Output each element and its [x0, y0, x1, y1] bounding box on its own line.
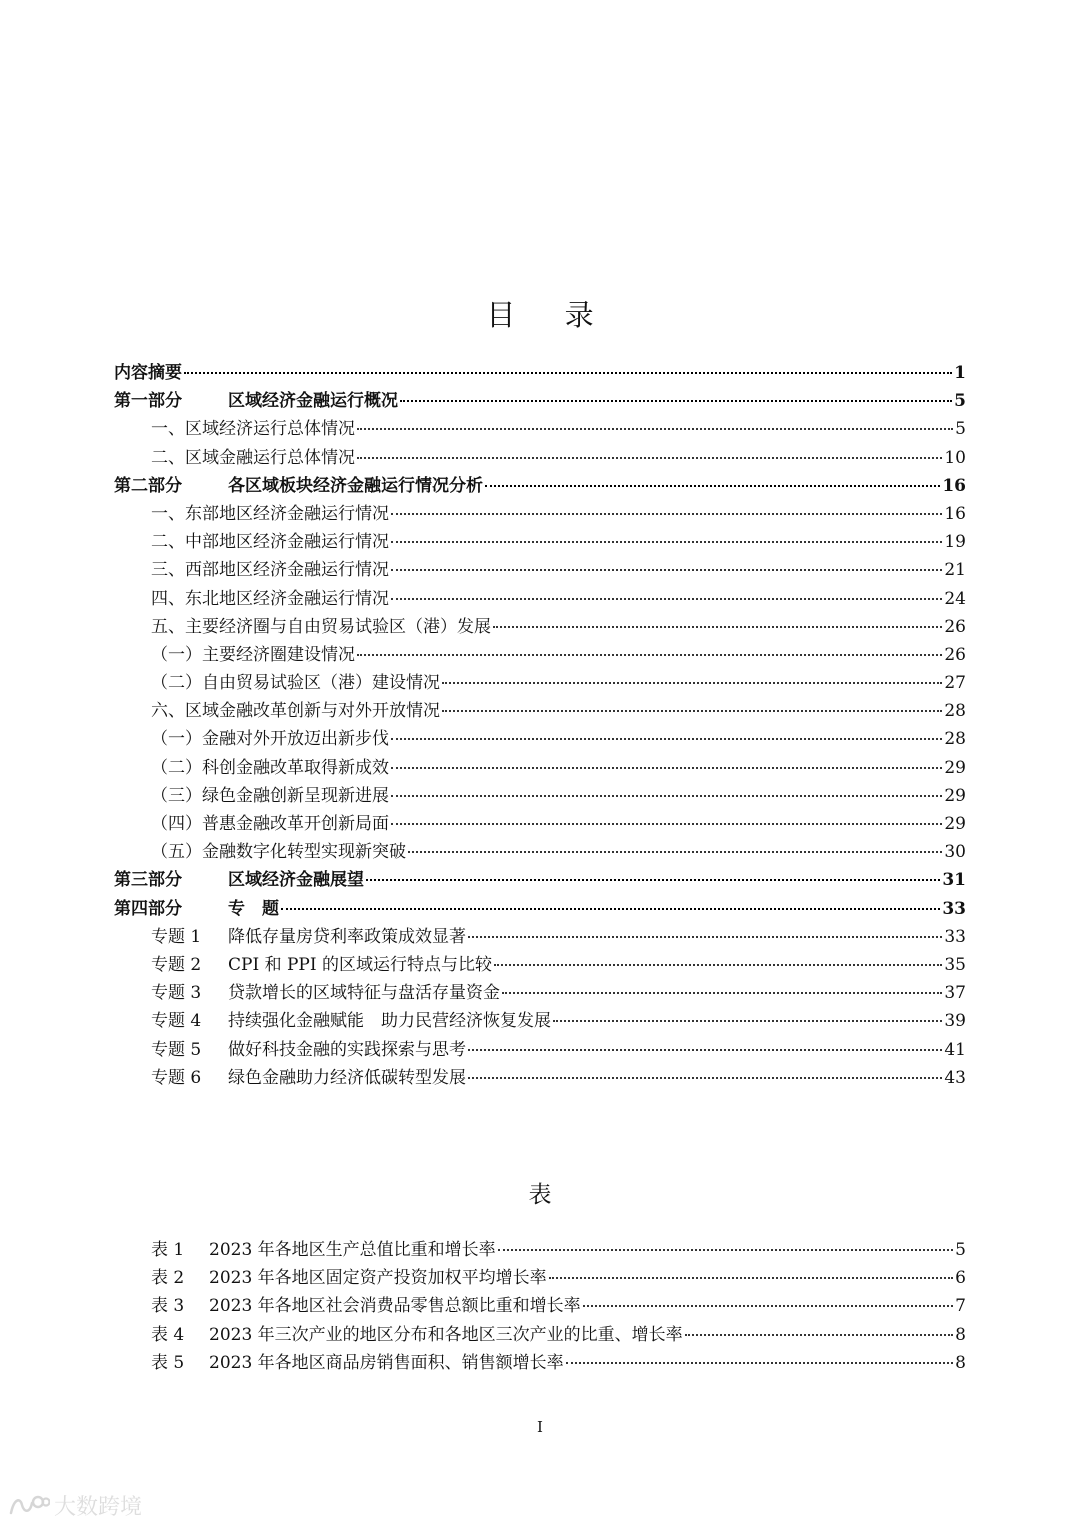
dot-leader	[184, 372, 952, 374]
table-number: 表 2	[151, 1268, 185, 1289]
dot-leader	[391, 738, 942, 740]
table-page-number: 6	[955, 1268, 966, 1289]
toc-page-number: 24	[944, 588, 966, 609]
toc-page-number: 33	[942, 898, 966, 919]
dot-leader	[442, 710, 942, 712]
toc-entry-label	[114, 414, 355, 439]
toc-entry-label	[114, 527, 389, 552]
toc-entry-title: CPI 和 PPI 的区域运行特点与比较	[228, 954, 492, 975]
toc-entry-label	[114, 471, 483, 496]
toc-page-number: 35	[944, 954, 966, 975]
toc-page-number: 30	[944, 842, 966, 863]
table-list-entry[interactable]	[114, 1320, 966, 1348]
dot-leader	[391, 823, 942, 825]
toc-page-number: 39	[944, 1011, 966, 1032]
toc-entry-title: （四）普惠金融改革开创新局面	[151, 814, 389, 834]
toc-entry-label	[114, 668, 440, 693]
table-entry-label	[114, 1291, 581, 1316]
toc-entry[interactable]	[114, 584, 966, 612]
topic-number: 专题 6	[151, 1067, 202, 1088]
dot-leader	[391, 795, 942, 797]
dot-leader	[366, 879, 940, 881]
toc-entry-label	[114, 1063, 466, 1088]
toc-entry-label	[114, 865, 364, 890]
toc-entry-label	[114, 894, 279, 919]
part-number: 第一部分	[114, 391, 182, 412]
toc-page-number: 37	[944, 983, 966, 1004]
part-number: 第四部分	[114, 898, 182, 919]
toc-entry-title: 贷款增长的区域特征与盘活存量资金	[228, 983, 500, 1004]
toc-page-number: 5	[955, 419, 966, 440]
toc-entry[interactable]	[114, 696, 966, 724]
toc-page-number: 10	[944, 447, 966, 468]
table-page-number: 7	[955, 1296, 966, 1317]
toc-entry-title: 三、西部地区经济金融运行情况	[151, 560, 389, 581]
dot-leader	[468, 936, 942, 938]
toc-page-number: 26	[944, 616, 966, 637]
toc-entry[interactable]	[114, 668, 966, 696]
watermark-text: 大数跨境	[54, 1495, 143, 1520]
toc-entry-title: 区域经济金融运行概况	[228, 391, 398, 412]
toc-entry-title: （一）主要经济圈建设情况	[151, 644, 355, 665]
toc-page-number: 33	[944, 926, 966, 947]
toc-page-number: 27	[944, 673, 966, 694]
toc-entry[interactable]	[114, 1006, 966, 1034]
toc-page-number: 29	[944, 785, 966, 806]
toc-entry[interactable]	[114, 753, 966, 781]
table-list-entry[interactable]	[114, 1348, 966, 1376]
toc-entry[interactable]	[114, 555, 966, 583]
table-list-entry[interactable]	[114, 1291, 966, 1319]
toc-entry[interactable]	[114, 1063, 966, 1091]
toc-entry[interactable]	[114, 724, 966, 752]
toc-entry-title: 持续强化金融赋能 助力民营经济恢复发展	[228, 1011, 551, 1032]
toc-entry-label	[114, 1006, 551, 1031]
toc-entry-title: 绿色金融助力经济低碳转型发展	[228, 1067, 466, 1088]
toc-entry[interactable]	[114, 527, 966, 555]
page-number: I	[537, 1418, 543, 1436]
toc-entry[interactable]	[114, 1035, 966, 1063]
table-entry-label	[114, 1320, 683, 1345]
toc-entry[interactable]	[114, 358, 966, 386]
toc-entry-label	[114, 358, 182, 383]
toc-page-number: 16	[944, 503, 966, 524]
table-entry-title: 2023 年三次产业的地区分布和各地区三次产业的比重、增长率	[209, 1324, 683, 1345]
toc-entry[interactable]	[114, 922, 966, 950]
toc-entry-title: （一）金融对外开放迈出新步伐	[151, 729, 389, 750]
table-number: 表 5	[151, 1352, 185, 1373]
table-of-contents	[114, 358, 966, 1091]
toc-entry-label	[114, 696, 440, 721]
page-title: 目 录	[486, 298, 614, 332]
table-page-number: 8	[955, 1352, 966, 1373]
dot-leader	[494, 964, 942, 966]
toc-page-number: 41	[944, 1039, 966, 1060]
toc-entry[interactable]	[114, 471, 966, 499]
toc-entry-label	[114, 386, 398, 411]
dot-leader	[553, 1020, 942, 1022]
dot-leader	[498, 1249, 954, 1251]
table-page-number: 5	[955, 1240, 966, 1260]
dot-leader	[493, 626, 942, 628]
toc-page-number: 29	[944, 757, 966, 778]
toc-entry-title: 做好科技金融的实践探索与思考	[228, 1039, 466, 1060]
toc-entry-label	[114, 950, 492, 975]
toc-page-number: 16	[942, 475, 966, 496]
toc-entry-title: 降低存量房贷利率政策成效显著	[228, 926, 466, 947]
toc-entry-title: （二）自由贸易试验区（港）建设情况	[151, 673, 440, 694]
dot-leader	[391, 569, 942, 571]
table-entry-title: 2023 年各地区社会消费品零售总额比重和增长率	[209, 1296, 581, 1317]
toc-entry[interactable]	[114, 837, 966, 865]
topic-number: 专题 4	[151, 1011, 202, 1032]
toc-page-number: 28	[944, 701, 966, 722]
toc-entry-title: 各区域板块经济金融运行情况分析	[228, 475, 483, 496]
dot-leader	[549, 1277, 954, 1279]
toc-page-number: 19	[944, 532, 966, 553]
table-entry-label	[114, 1348, 564, 1373]
toc-page-number: 26	[944, 644, 966, 665]
dot-leader	[391, 767, 942, 769]
toc-entry-title: 六、区域金融改革创新与对外开放情况	[151, 701, 440, 722]
toc-entry-title: 区域经济金融展望	[228, 870, 364, 891]
toc-entry-label	[114, 978, 500, 1003]
toc-page-number: 21	[944, 560, 966, 581]
toc-entry-label	[114, 443, 355, 468]
table-page-number: 8	[955, 1324, 966, 1345]
table-number: 表 4	[151, 1324, 185, 1345]
topic-number: 专题 2	[151, 954, 202, 975]
toc-entry-label	[114, 612, 491, 637]
dot-leader	[357, 654, 942, 656]
table-number: 表 1	[151, 1240, 185, 1260]
toc-entry-title: 四、东北地区经济金融运行情况	[151, 588, 389, 609]
toc-page-number: 5	[954, 391, 966, 412]
toc-entry-title: 专 题	[228, 898, 279, 919]
toc-entry-title: 二、区域金融运行总体情况	[151, 447, 355, 468]
dot-leader	[408, 851, 942, 853]
topic-number: 专题 3	[151, 983, 202, 1004]
table-list-entry[interactable]	[114, 1263, 966, 1291]
dot-leader	[391, 541, 942, 543]
topic-number: 专题 5	[151, 1039, 202, 1060]
watermark	[8, 1490, 142, 1521]
table-entry-label	[114, 1263, 547, 1288]
dot-leader	[357, 428, 953, 430]
dot-leader	[566, 1362, 954, 1364]
toc-entry-title: 五、主要经济圈与自由贸易试验区（港）发展	[151, 616, 491, 637]
topic-number: 专题 1	[151, 926, 202, 947]
toc-entry-label	[114, 1035, 466, 1060]
toc-entry-label	[114, 499, 389, 524]
toc-entry[interactable]	[114, 894, 966, 922]
toc-entry[interactable]	[114, 950, 966, 978]
tables-section-title: 表	[528, 1182, 552, 1208]
toc-entry-title: 二、中部地区经济金融运行情况	[151, 532, 389, 553]
toc-page-number: 43	[944, 1067, 966, 1088]
table-entry-title: 2023 年各地区商品房销售面积、销售额增长率	[209, 1352, 564, 1373]
dot-leader	[468, 1049, 942, 1051]
toc-entry[interactable]	[114, 978, 966, 1006]
list-of-tables	[114, 1235, 966, 1376]
table-number: 表 3	[151, 1296, 185, 1317]
toc-entry-title: 内容摘要	[114, 363, 182, 383]
toc-entry-label	[114, 584, 389, 609]
toc-entry[interactable]	[114, 865, 966, 893]
dot-leader	[391, 598, 942, 600]
toc-page-number: 29	[944, 814, 966, 834]
dot-leader	[400, 400, 952, 402]
toc-entry-label	[114, 922, 466, 947]
part-number: 第三部分	[114, 870, 182, 891]
dot-leader	[485, 485, 940, 487]
toc-entry-title: （五）金融数字化转型实现新突破	[151, 842, 406, 863]
dot-leader	[685, 1334, 954, 1336]
table-entry-title: 2023 年各地区固定资产投资加权平均增长率	[209, 1268, 547, 1289]
toc-entry-title: （三）绿色金融创新呈现新进展	[151, 785, 389, 806]
dot-leader	[281, 908, 940, 910]
toc-entry-label	[114, 837, 406, 862]
toc-page-number: 1	[954, 363, 966, 383]
toc-entry[interactable]	[114, 612, 966, 640]
toc-entry-label	[114, 724, 389, 749]
toc-entry[interactable]	[114, 443, 966, 471]
toc-entry-label	[114, 555, 389, 580]
toc-page-number: 31	[942, 870, 966, 891]
watermark-logo-icon	[8, 1493, 50, 1519]
toc-entry[interactable]	[114, 640, 966, 668]
toc-entry-label	[114, 809, 389, 834]
toc-entry[interactable]	[114, 386, 966, 414]
dot-leader	[442, 682, 942, 684]
dot-leader	[502, 992, 942, 994]
toc-entry-title: （二）科创金融改革取得新成效	[151, 757, 389, 778]
dot-leader	[391, 513, 942, 515]
dot-leader	[357, 457, 942, 459]
toc-entry[interactable]	[114, 809, 966, 837]
part-number: 第二部分	[114, 475, 182, 496]
toc-entry-label	[114, 753, 389, 778]
toc-entry-label	[114, 781, 389, 806]
dot-leader	[583, 1305, 954, 1307]
toc-entry-title: 一、区域经济运行总体情况	[151, 419, 355, 440]
table-entry-title: 2023 年各地区生产总值比重和增长率	[209, 1240, 496, 1260]
toc-entry-title: 一、东部地区经济金融运行情况	[151, 503, 389, 524]
toc-entry[interactable]	[114, 781, 966, 809]
table-entry-label	[114, 1235, 496, 1260]
table-list-entry[interactable]	[114, 1235, 966, 1263]
toc-entry[interactable]	[114, 414, 966, 442]
dot-leader	[468, 1077, 942, 1079]
toc-page-number: 28	[944, 729, 966, 750]
toc-entry-label	[114, 640, 355, 665]
toc-entry[interactable]	[114, 499, 966, 527]
